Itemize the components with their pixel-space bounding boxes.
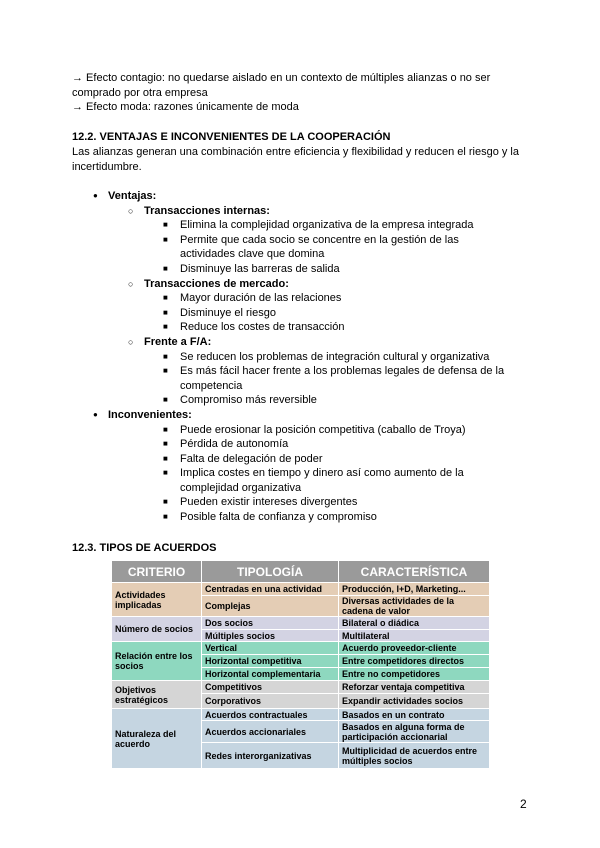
table-row — [112, 617, 490, 630]
cell-tipologia: Dos socios — [202, 617, 339, 630]
list-item-text: Es más fácil hacer frente a los problemas legales de defensa de la competencia — [180, 365, 505, 392]
page-number: 2 — [520, 797, 527, 811]
cell-criterio: Objetivos estratégicos — [112, 681, 202, 709]
header-criterio: CRITERIO — [112, 561, 202, 583]
list-item-text: Se reducen los problemas de integración cultural y organizativa — [180, 350, 490, 363]
list-heading — [93, 408, 510, 423]
advantages-list — [93, 189, 510, 525]
cell-caracteristica: Producción, I+D, Marketing... — [339, 583, 490, 596]
list-item-text: Reduce los costes de transacción — [180, 321, 345, 334]
list-item-text: Posible falta de confianza y compromiso — [180, 511, 377, 524]
intro-line: → Efecto contagio: no quedarse aislado en un contexto de múltiples alianzas o no ser comprado por otra empresa — [72, 72, 491, 99]
list-item — [93, 218, 510, 233]
list-item-text: Permite que cada socio se concentre en la gestión de las actividades clave que domina — [180, 233, 459, 261]
list-item — [93, 510, 510, 525]
list-heading-text: Inconvenientes: — [108, 408, 192, 421]
section-heading: 12.3. TIPOS DE ACUERDOS — [72, 542, 217, 554]
cell-tipologia: Vertical — [202, 642, 339, 655]
list-item-text: Falta de delegación de poder — [180, 452, 323, 465]
cell-tipologia: Horizontal competitiva — [202, 655, 339, 668]
list-item-text: Disminuye las barreras de salida — [180, 262, 340, 275]
cell-caracteristica: Entre competidores directos — [339, 655, 490, 668]
sublist-heading-text: Transacciones de mercado: — [144, 277, 289, 290]
cell-criterio: Número de socios — [112, 617, 202, 642]
cell-criterio: Relación entre los socios — [112, 642, 202, 681]
cell-tipologia: Redes interorganizativas — [202, 743, 339, 769]
cell-caracteristica: Multilateral — [339, 630, 490, 642]
sublist-heading — [93, 335, 510, 350]
list-item-text: Pueden existir intereses divergentes — [180, 496, 358, 509]
cell-caracteristica: Entre no competidores — [339, 668, 490, 681]
list-item — [93, 262, 510, 277]
list-item — [93, 350, 510, 365]
list-item-text: Pérdida de autonomía — [180, 438, 289, 451]
sublist-heading — [93, 204, 510, 219]
list-item — [93, 291, 510, 306]
list-item — [93, 393, 510, 408]
cell-caracteristica: Reforzar ventaja competitiva — [339, 681, 490, 694]
agreements-table — [111, 560, 490, 769]
cell-caracteristica: Acuerdo proveedor-cliente — [339, 642, 490, 655]
list-item — [93, 437, 510, 452]
cell-tipologia: Corporativos — [202, 694, 339, 709]
cell-tipologia: Competitivos — [202, 681, 339, 694]
list-item — [93, 452, 510, 467]
list-heading — [93, 189, 510, 204]
list-item — [93, 466, 510, 495]
list-item-text: Disminuye el riesgo — [180, 306, 276, 319]
cell-caracteristica: Diversas actividades de la cadena de valor — [339, 596, 490, 617]
cell-tipologia: Acuerdos accionariales — [202, 721, 339, 743]
table-row — [112, 642, 490, 655]
list-item-text: Puede erosionar la posición competitiva (caballo de Troya) — [180, 423, 466, 436]
header-caracteristica: CARACTERÍSTICA — [339, 561, 490, 583]
cell-criterio: Naturaleza del acuerdo — [112, 709, 202, 769]
list-item-text: Elimina la complejidad organizativa de la empresa integrada — [180, 219, 474, 232]
list-item — [93, 306, 510, 321]
cell-caracteristica: Bilateral o diádica — [339, 617, 490, 630]
sublist-heading-text: Frente a F/A: — [144, 335, 212, 348]
intro-text — [72, 71, 532, 115]
cell-caracteristica: Basados en un contrato — [339, 709, 490, 721]
list-item — [93, 364, 510, 393]
intro-line: → Efecto moda: razones únicamente de moda — [72, 101, 299, 114]
cell-tipologia: Complejas — [202, 596, 339, 617]
cell-caracteristica: Basados en alguna forma de participación accionarial — [339, 721, 490, 743]
table-row — [112, 583, 490, 596]
list-item — [93, 233, 510, 262]
list-item — [93, 495, 510, 510]
cell-caracteristica: Multiplicidad de acuerdos entre múltiples socios — [339, 743, 490, 769]
sublist-heading — [93, 277, 510, 292]
sublist-heading-text: Transacciones internas: — [144, 204, 270, 217]
table-row — [112, 681, 490, 694]
table-row — [112, 709, 490, 721]
cell-caracteristica: Expandir actividades socios — [339, 694, 490, 709]
cell-tipologia: Centradas en una actividad — [202, 583, 339, 596]
cell-tipologia: Múltiples socios — [202, 630, 339, 642]
cell-tipologia: Horizontal complementaria — [202, 668, 339, 681]
list-item — [93, 320, 510, 335]
cell-tipologia: Acuerdos contractuales — [202, 709, 339, 721]
list-item — [93, 423, 510, 438]
list-item-text: Compromiso más reversible — [180, 394, 317, 407]
section-heading: 12.2. VENTAJAS E INCONVENIENTES DE LA COOPERACIÓN — [72, 131, 391, 143]
section-text: Las alianzas generan una combinación entre eficiencia y flexibilidad y reducen el riesgo y la incertidumbre. — [72, 146, 519, 173]
list-item-text: Implica costes en tiempo y dinero así como aumento de la complejidad organizativa — [180, 467, 464, 494]
cell-criterio: Actividades implicadas — [112, 583, 202, 617]
list-heading-text: Ventajas: — [108, 190, 157, 202]
header-tipologia: TIPOLOGÍA — [202, 561, 339, 583]
list-item-text: Mayor duración de las relaciones — [180, 292, 342, 305]
